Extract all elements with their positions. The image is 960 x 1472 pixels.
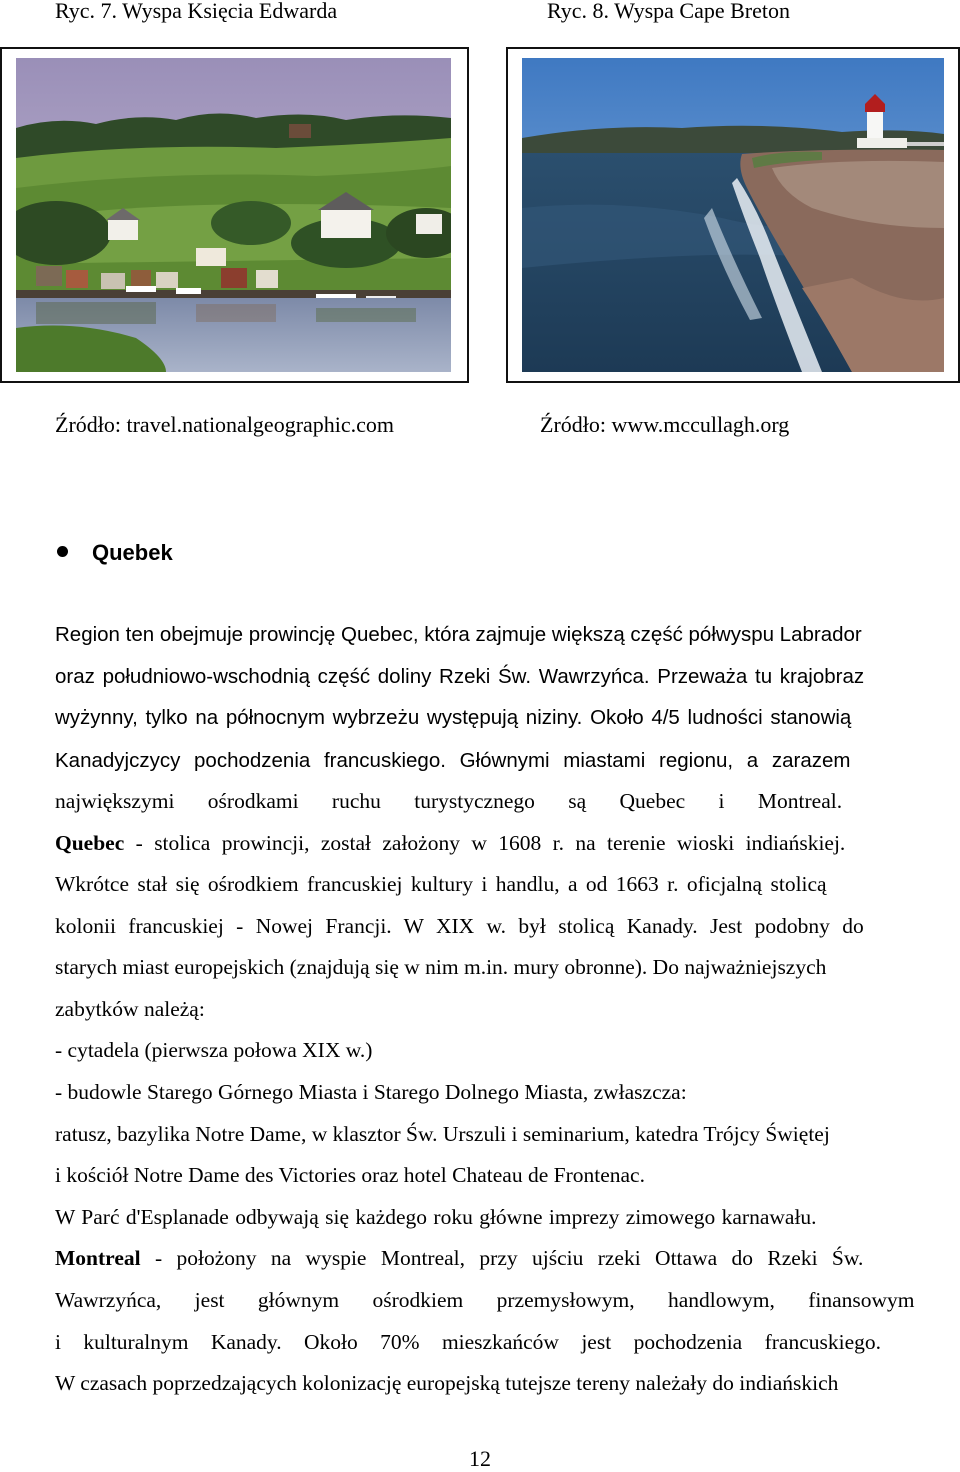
text-line-9 [55, 952, 937, 982]
text-line-8-content: kolonii francuskiej - Nowej Francji. W XIX w. był stolicą Kanady. Jest podobny do [55, 914, 864, 938]
text-line-5 [55, 786, 937, 816]
section-heading: Quebek [92, 540, 173, 565]
figure-7-source: Źródło: travel.nationalgeographic.com [55, 412, 395, 437]
montreal-bold: Montreal [55, 1246, 141, 1270]
text-line-15-content: W Parć d'Esplanade odbywają się każdego roku główne imprezy zimowego karnawału. [55, 1205, 817, 1229]
text-line-19 [55, 1368, 937, 1398]
figure-8-source: Źródło: www.mccullagh.org [540, 412, 790, 437]
text-line-15 [55, 1202, 937, 1232]
text-line-2b: Przeważa tu krajobraz [649, 665, 865, 688]
text-line-13 [55, 1119, 937, 1149]
text-line-19-content: W czasach poprzedzających kolonizację europejską tutejsze tereny należały do indiańskich [55, 1371, 839, 1395]
text-line-4 [55, 745, 937, 775]
text-line-7 [55, 869, 937, 899]
prince-edward-island-photo [16, 58, 451, 372]
text-line-10-content: zabytków należą: [55, 997, 205, 1021]
text-line-7-content: Wkrótce stał się ośrodkiem francuskiej kultury i handlu, a od 1663 r. oficjalną stolicą [55, 872, 827, 896]
text-line-11 [55, 1035, 937, 1065]
text-line-10 [55, 994, 937, 1024]
text-line-13-content: ratusz, bazylika Notre Dame, w klasztor Św. Urszuli i seminarium, katedra Trójcy Świętej [55, 1122, 830, 1146]
text-line-6-content: - stolica prowincji, został założony w 1608 r. na terenie wioski indiańskiej. [124, 831, 846, 855]
text-line-2a: oraz południowo-wschodnią część doliny Rzeki Św. Wawrzyńca. [55, 665, 650, 688]
text-line-12 [55, 1077, 937, 1107]
text-line-3a: wyżynny, tylko na północnym wybrzeżu występują niziny. [55, 706, 583, 729]
text-line-6 [55, 828, 937, 858]
bullet-icon [57, 546, 68, 557]
text-line-1-content: Region ten obejmuje prowincję Quebec, która zajmuje większą część półwyspu Labrador [55, 623, 862, 646]
text-line-8 [55, 911, 937, 941]
text-line-4a: Kanadyjczycy pochodzenia francuskiego. [55, 749, 446, 772]
text-line-14 [55, 1160, 937, 1190]
text-line-3 [55, 703, 937, 733]
text-line-12-content: - budowle Starego Górnego Miasta i Starego Dolnego Miasta, zwłaszcza: [55, 1080, 687, 1104]
text-line-17-content: Wawrzyńca, jest głównym ośrodkiem przemysłowym, handlowym, finansowym [55, 1288, 915, 1312]
text-line-9-content: starych miast europejskich (znajdują się w nim m.in. mury obronne). Do najważniejszych [55, 955, 827, 979]
text-line-2 [55, 662, 937, 692]
text-line-5-content: największymi ośrodkami ruchu turystycznego są Quebec i Montreal. [55, 789, 843, 813]
text-line-16-content: - położony na wyspie Montreal, przy ujściu rzeki Ottawa do Rzeki Św. [140, 1246, 864, 1270]
quebec-bold: Quebec [55, 831, 125, 855]
text-line-11-content: - cytadela (pierwsza połowa XIX w.) [55, 1038, 373, 1062]
text-line-16 [55, 1243, 937, 1273]
text-line-18-content: i kulturalnym Kanady. Około 70% mieszkańców jest pochodzenia francuskiego. [55, 1330, 881, 1354]
text-line-1 [55, 620, 937, 650]
text-line-17 [55, 1285, 937, 1315]
text-line-3b: Około 4/5 ludności stanowią [582, 706, 852, 729]
figure-7-caption: Ryc. 7. Wyspa Księcia Edwarda [55, 0, 338, 23]
cape-breton-photo [522, 58, 944, 372]
text-line-14-content: i kościół Notre Dame des Victories oraz hotel Chateau de Frontenac. [55, 1163, 645, 1187]
text-line-4b: Głównymi miastami regionu, a zarazem [445, 749, 851, 772]
page-number: 12 [469, 1446, 491, 1471]
figure-8-caption: Ryc. 8. Wyspa Cape Breton [547, 0, 791, 23]
text-line-18 [55, 1327, 937, 1357]
